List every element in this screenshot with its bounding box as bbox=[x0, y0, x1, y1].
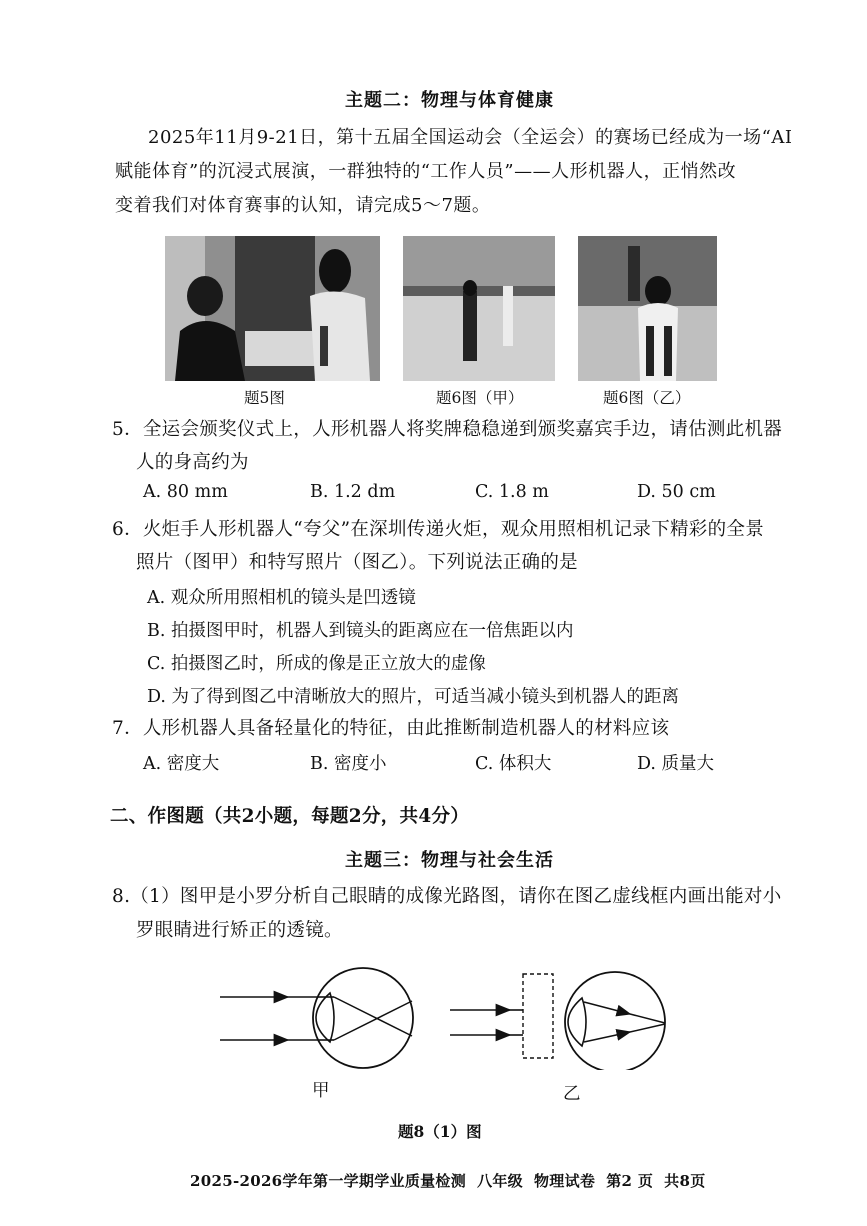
fig5-robot-image bbox=[165, 236, 380, 381]
q6-option-b: B. 拍摄图甲时，机器人到镜头的距离应在一倍焦距以内 bbox=[147, 621, 574, 641]
q6-line2: 照片（图甲）和特写照片（图乙）。下列说法正确的是 bbox=[136, 552, 578, 573]
fig6b-caption: 题6图（乙） bbox=[603, 389, 691, 407]
section2-heading: 二、作图题（共2小题，每题2分，共4分） bbox=[110, 806, 470, 827]
eye-lens-yi bbox=[568, 998, 586, 1046]
fig6a-torch-robot-image bbox=[403, 236, 555, 381]
q8-line1: 8.（1）图甲是小罗分析自己眼睛的成像光路图，请你在图乙虚线框内画出能对小 bbox=[112, 886, 782, 907]
fig6b-photo bbox=[578, 236, 717, 381]
theme3-title: 主题三：物理与社会生活 bbox=[345, 850, 554, 871]
q5-option-b: B. 1.2 dm bbox=[310, 482, 396, 502]
q6-option-a: A. 观众所用照相机的镜头是凹透镜 bbox=[147, 588, 416, 608]
eye-lens-jia bbox=[316, 993, 334, 1042]
fig5-photo bbox=[165, 236, 380, 381]
q7-line1: 7．人形机器人具备轻量化的特征，由此推断制造机器人的材料应该 bbox=[112, 718, 670, 739]
q6-line1: 6．火炬手人形机器人“夸父”在深圳传递火炬，观众用照相机记录下精彩的全景 bbox=[112, 519, 764, 540]
theme2-intro-line1: 2025年11月9-21日，第十五届全国运动会（全运会）的赛场已经成为一场“AI bbox=[148, 127, 793, 148]
theme2-intro-line2: 赋能体育”的沉浸式展演，一群独特的“工作人员”——人形机器人，正悄然改 bbox=[115, 161, 737, 182]
q7-option-d: D. 质量大 bbox=[637, 754, 715, 774]
q8-figure-caption: 题8（1）图 bbox=[398, 1122, 482, 1141]
q6-option-c: C. 拍摄图乙时，所成的像是正立放大的虚像 bbox=[147, 654, 486, 674]
q5-line2: 人的身高约为 bbox=[136, 452, 249, 473]
theme2-intro-line3: 变着我们对体育赛事的认知，请完成5～7题。 bbox=[115, 195, 491, 216]
page-footer: 2025-2026学年第一学期学业质量检测 八年级 物理试卷 第2 页 共8页 bbox=[190, 1172, 706, 1190]
fig6b-torch-robot-closeup bbox=[578, 236, 717, 381]
q5-option-c: C. 1.8 m bbox=[475, 482, 549, 502]
q5-option-d: D. 50 cm bbox=[637, 482, 716, 502]
q5-option-a: A. 80 mm bbox=[143, 482, 228, 502]
eye-diagrams bbox=[210, 960, 680, 1070]
q5-line1: 5．全运会颁奖仪式上，人形机器人将奖牌稳稳递到颁奖嘉宾手边，请估测此机器 bbox=[112, 419, 783, 440]
eye-diagram-yi bbox=[450, 972, 665, 1070]
fig6a-caption: 题6图（甲） bbox=[436, 389, 524, 407]
label-yi: 乙 bbox=[563, 1084, 581, 1104]
q7-option-c: C. 体积大 bbox=[475, 754, 552, 774]
fig5-caption: 题5图 bbox=[244, 389, 285, 407]
q6-option-d: D. 为了得到图乙中清晰放大的照片，可适当减小镜头到机器人的距离 bbox=[147, 687, 680, 707]
label-jia: 甲 bbox=[312, 1081, 330, 1101]
eye-diagram-jia bbox=[220, 968, 413, 1068]
q8-line2: 罗眼睛进行矫正的透镜。 bbox=[136, 920, 343, 941]
q7-option-a: A. 密度大 bbox=[143, 754, 220, 774]
q7-option-b: B. 密度小 bbox=[310, 754, 387, 774]
theme2-title: 主题二：物理与体育健康 bbox=[345, 90, 554, 111]
fig6a-photo bbox=[403, 236, 555, 381]
dashed-lens-box bbox=[523, 974, 553, 1058]
